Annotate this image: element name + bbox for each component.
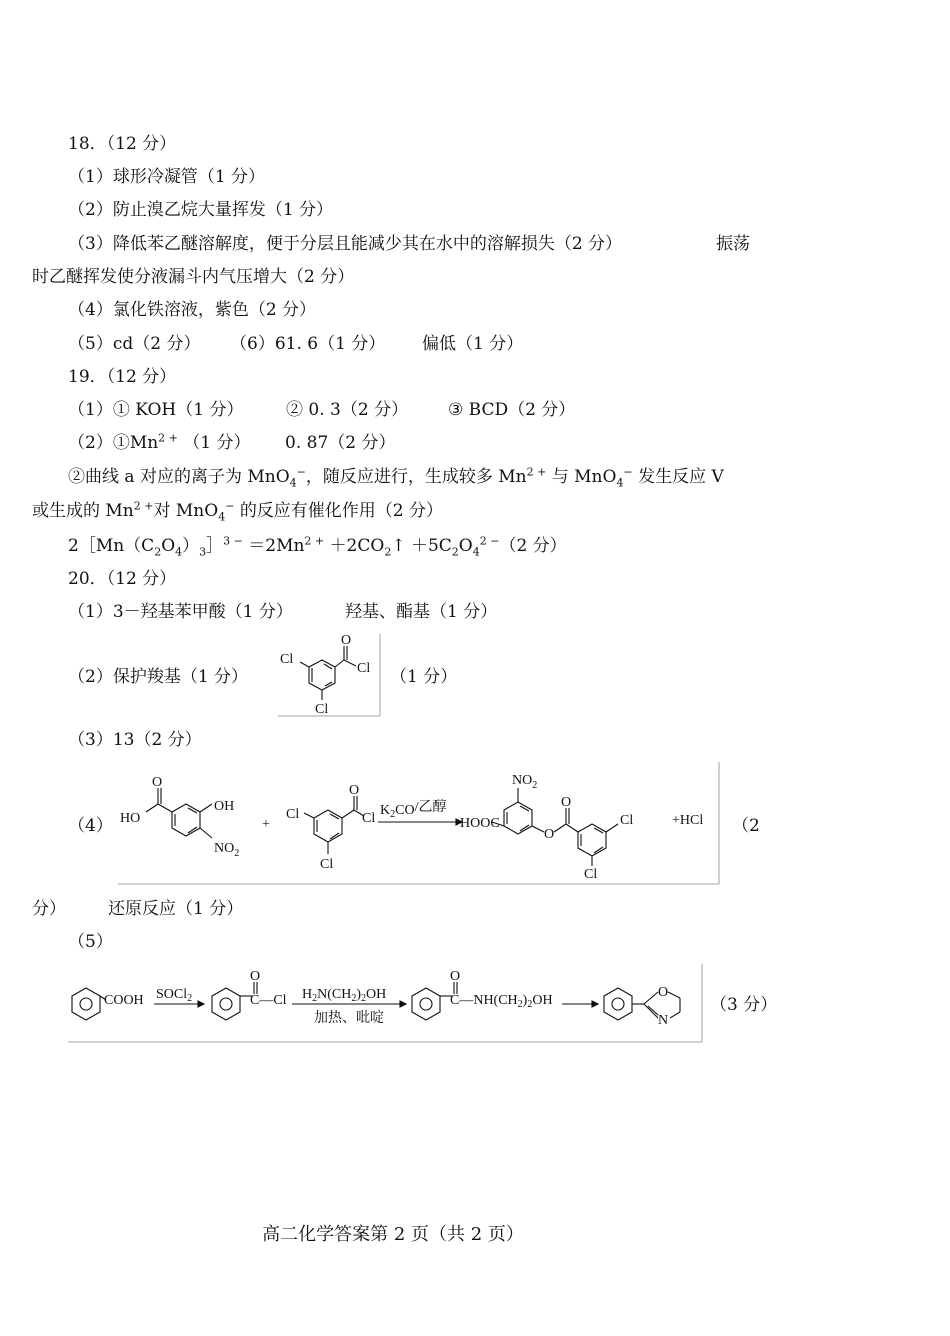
q20-part2a: （2）保护羧基（1 分）	[68, 667, 249, 687]
q20-part4-score-end: 分）	[32, 899, 66, 919]
q19-part3-line2: 或生成的 $Mn^{2 +}$对 MnO$_4$− 的反应有催化作用（2 分）	[32, 499, 444, 524]
q18-part6: （6）61. 6（1 分）	[230, 334, 386, 354]
cl-label: Cl	[286, 807, 300, 822]
o-label: O	[349, 783, 360, 798]
condition-label: 加热、吡啶	[314, 1011, 384, 1026]
cl-label: Cl	[357, 661, 371, 676]
no2-label: $NO_2$	[512, 773, 538, 791]
q20-header: 20．（12 分）	[68, 569, 177, 589]
synthesis-route-scheme	[66, 962, 706, 1046]
q19-header: 19．（12 分）	[68, 367, 177, 387]
q20-part2b: （1 分）	[390, 667, 458, 687]
no2-label: $NO_2$	[214, 841, 240, 859]
q19-equation: $2[Mn(C_2O_4)_3]^{3 -} =2Mn^{2 +}$ $+2CO_2↑ +5C_2O_4^{2 -}(2$ 分）	[68, 534, 567, 559]
q19-part2a: $(2)①Mn^{2 +}$ （1 分）	[68, 431, 251, 453]
cooh-label: COOH	[104, 993, 144, 1008]
q20-part5-label: （5）	[68, 932, 113, 952]
acyl-chloride-label: C—Cl	[250, 993, 287, 1008]
q18-part1: （1）球形冷凝管（1 分）	[68, 167, 266, 187]
cl-label: Cl	[280, 652, 294, 667]
dichlorobenzoyl-chloride-structure	[278, 632, 382, 718]
socl2-label: SOCl$_2$	[156, 987, 193, 1004]
reagent-label: $K_2CO/$乙醇	[380, 800, 447, 820]
q20-part4-score: （2	[732, 816, 760, 836]
cl-label: Cl	[584, 867, 598, 882]
q18-part3-line1: （3）降低苯乙醚溶解度，便于分层且能减少其在水中的溶解损失（2 分）	[68, 234, 623, 254]
q18-part3-shake: 振荡	[716, 234, 750, 254]
q20-part4-label: （4）	[68, 816, 113, 836]
hooc-label: HOOC	[460, 816, 500, 831]
cl-label: Cl	[362, 811, 376, 826]
q18-header: 18．（12 分）	[68, 134, 177, 154]
amide-label: $C—NH(CH_2)_2OH$	[450, 993, 553, 1010]
page-footer: 高二化学答案第 2 页（共 2 页）	[262, 1224, 524, 1245]
o-label: O	[450, 969, 461, 984]
q19-part1b: ② 0. 3（2 分）	[286, 400, 409, 420]
n-label: N	[658, 1013, 669, 1028]
o-label: O	[341, 633, 352, 648]
o-label: O	[544, 827, 555, 842]
ho-label: HO	[120, 811, 141, 826]
o-label: O	[250, 969, 261, 984]
q20-part4-reaction-type: 还原反应（1 分）	[108, 899, 244, 919]
q18-part4: （4）氯化铁溶液，紫色（2 分）	[68, 300, 317, 320]
cl-label: Cl	[320, 857, 334, 872]
q18-part2: （2）防止溴乙烷大量挥发（1 分）	[68, 200, 334, 220]
q20-part1a: （1）3－羟基苯甲酸（1 分）	[68, 602, 293, 622]
q18-part5: （5）cd（2 分）	[68, 334, 201, 354]
plus-sign: +	[262, 817, 270, 832]
q19-part3-line1: ②曲线 a 对应的离子为 MnO$_4$−，随反应进行，生成较多 $Mn^{2 +}$ 与 MnO$_4$− 发生反应 V	[68, 465, 724, 490]
q18-part6-result: 偏低（1 分）	[422, 334, 524, 354]
q19-part2b: 0. 87（2 分）	[285, 433, 396, 453]
hcl-label: +HCl	[672, 813, 704, 828]
cl-label: Cl	[315, 702, 329, 717]
q19-part1c: ③ BCD（2 分）	[448, 400, 576, 420]
esterification-reaction-scheme	[116, 760, 722, 886]
oh-label: OH	[214, 799, 235, 814]
q20-part1b: 羟基、酯基（1 分）	[345, 602, 498, 622]
q18-part3-line2: 时乙醚挥发使分液漏斗内气压增大（2 分）	[32, 267, 355, 287]
amino-ethanol-label: $H_2N(CH_2)_2OH$	[302, 987, 387, 1004]
q19-part1a: （1）① KOH（1 分）	[68, 400, 244, 420]
o-label: O	[658, 985, 669, 1000]
q20-part5-score: （3 分）	[710, 995, 778, 1015]
o-label: O	[152, 775, 163, 790]
o-label: O	[561, 795, 572, 810]
q20-part3: （3）13（2 分）	[68, 730, 202, 750]
cl-label: Cl	[620, 813, 634, 828]
